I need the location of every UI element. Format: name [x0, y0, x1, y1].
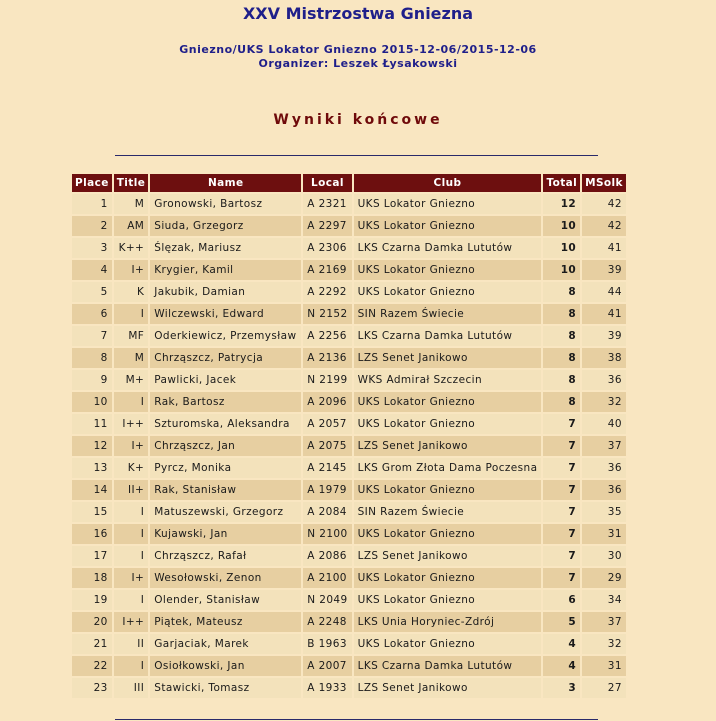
cell-place: 1 [72, 194, 112, 214]
cell-rating: A 2248 [303, 612, 351, 632]
cell-rating: A 2136 [303, 348, 351, 368]
cell-club: WKS Admirał Szczecin [354, 370, 542, 390]
cell-total: 8 [543, 348, 580, 368]
cell-club: UKS Lokator Gniezno [354, 216, 542, 236]
cell-total: 10 [543, 260, 580, 280]
cell-place: 23 [72, 678, 112, 698]
col-header-msolk: MSolk [582, 174, 626, 192]
cell-rating: A 1979 [303, 480, 351, 500]
cell-place: 3 [72, 238, 112, 258]
col-header-local: Local [303, 174, 351, 192]
cell-title: I [114, 656, 149, 676]
bottom-divider [115, 719, 598, 720]
cell-msolk: 30 [582, 546, 626, 566]
top-divider [115, 155, 598, 156]
cell-title: AM [114, 216, 149, 236]
cell-club: LKS Unia Horyniec-Zdrój [354, 612, 542, 632]
cell-msolk: 27 [582, 678, 626, 698]
cell-total: 8 [543, 392, 580, 412]
cell-title: I+ [114, 568, 149, 588]
table-row [72, 370, 626, 390]
cell-rating: A 2007 [303, 656, 351, 676]
cell-place: 12 [72, 436, 112, 456]
cell-total: 7 [543, 414, 580, 434]
cell-player-name[interactable]: Chrząszcz, Patrycja [150, 348, 301, 368]
col-header-total: Total [543, 174, 580, 192]
cell-place: 4 [72, 260, 112, 280]
col-header-club: Club [354, 174, 542, 192]
cell-title: I+ [114, 260, 149, 280]
cell-player-name[interactable]: Rak, Bartosz [150, 392, 301, 412]
cell-club: LKS Czarna Damka Lututów [354, 326, 542, 346]
cell-title: K [114, 282, 149, 302]
cell-total: 10 [543, 238, 580, 258]
cell-total: 7 [543, 502, 580, 522]
cell-msolk: 32 [582, 634, 626, 654]
cell-msolk: 42 [582, 194, 626, 214]
page-title: XXV Mistrzostwa Gniezna [242, 4, 474, 23]
cell-place: 6 [72, 304, 112, 324]
cell-title: I++ [114, 414, 149, 434]
cell-player-name[interactable]: Stawicki, Tomasz [150, 678, 301, 698]
cell-total: 8 [543, 282, 580, 302]
cell-player-name[interactable]: Szturomska, Aleksandra [150, 414, 301, 434]
results-table [70, 172, 628, 700]
cell-rating: A 2075 [303, 436, 351, 456]
cell-place: 13 [72, 458, 112, 478]
cell-total: 6 [543, 590, 580, 610]
cell-rating: A 2297 [303, 216, 351, 236]
cell-place: 5 [72, 282, 112, 302]
cell-msolk: 37 [582, 612, 626, 632]
cell-player-name[interactable]: Pawlicki, Jacek [150, 370, 301, 390]
tournament-venue-dates: Gniezno/UKS Lokator Gniezno 2015-12-06/2015-12-06 [179, 43, 537, 56]
tournament-organizer: Organizer: Leszek Łysakowski [258, 57, 458, 70]
cell-msolk: 41 [582, 304, 626, 324]
cell-club: UKS Lokator Gniezno [354, 480, 542, 500]
cell-place: 16 [72, 524, 112, 544]
cell-title: III [114, 678, 149, 698]
results-body [72, 194, 626, 698]
cell-total: 3 [543, 678, 580, 698]
cell-place: 8 [72, 348, 112, 368]
cell-player-name[interactable]: Siuda, Grzegorz [150, 216, 301, 236]
cell-rating: N 2100 [303, 524, 351, 544]
table-row [72, 612, 626, 632]
table-row [72, 480, 626, 500]
cell-player-name[interactable]: Olender, Stanisław [150, 590, 301, 610]
cell-rating: A 2096 [303, 392, 351, 412]
cell-club: LZS Senet Janikowo [354, 348, 542, 368]
cell-title: I [114, 524, 149, 544]
cell-title: I [114, 546, 149, 566]
cell-total: 7 [543, 524, 580, 544]
cell-msolk: 36 [582, 458, 626, 478]
cell-msolk: 44 [582, 282, 626, 302]
cell-title: I+ [114, 436, 149, 456]
table-row [72, 304, 626, 324]
table-row [72, 568, 626, 588]
cell-place: 15 [72, 502, 112, 522]
cell-player-name[interactable]: Krygier, Kamil [150, 260, 301, 280]
cell-total: 8 [543, 326, 580, 346]
cell-title: II+ [114, 480, 149, 500]
cell-title: M [114, 348, 149, 368]
table-row [72, 634, 626, 654]
cell-player-name[interactable]: Rak, Stanisław [150, 480, 301, 500]
cell-title: I++ [114, 612, 149, 632]
cell-player-name[interactable]: Kujawski, Jan [150, 524, 301, 544]
cell-msolk: 29 [582, 568, 626, 588]
cell-place: 21 [72, 634, 112, 654]
table-row [72, 414, 626, 434]
cell-rating: A 2169 [303, 260, 351, 280]
cell-club: UKS Lokator Gniezno [354, 282, 542, 302]
cell-rating: A 2084 [303, 502, 351, 522]
cell-total: 7 [543, 480, 580, 500]
cell-club: UKS Lokator Gniezno [354, 414, 542, 434]
cell-rating: N 2199 [303, 370, 351, 390]
cell-msolk: 38 [582, 348, 626, 368]
cell-player-name[interactable]: Chrząszcz, Jan [150, 436, 301, 456]
cell-club: UKS Lokator Gniezno [354, 392, 542, 412]
cell-club: UKS Lokator Gniezno [354, 590, 542, 610]
table-row [72, 238, 626, 258]
cell-title: K+ [114, 458, 149, 478]
table-row [72, 392, 626, 412]
cell-player-name[interactable]: Wesołowski, Zenon [150, 568, 301, 588]
cell-rating: N 2049 [303, 590, 351, 610]
table-row [72, 260, 626, 280]
cell-msolk: 37 [582, 436, 626, 456]
cell-rating: A 2292 [303, 282, 351, 302]
cell-club: LKS Czarna Damka Lututów [354, 238, 542, 258]
cell-player-name[interactable]: Gronowski, Bartosz [150, 194, 301, 214]
table-row [72, 524, 626, 544]
cell-player-name[interactable]: Piątek, Mateusz [150, 612, 301, 632]
cell-club: SIN Razem Świecie [354, 502, 542, 522]
cell-msolk: 39 [582, 326, 626, 346]
cell-place: 11 [72, 414, 112, 434]
cell-place: 18 [72, 568, 112, 588]
cell-place: 22 [72, 656, 112, 676]
cell-title: M+ [114, 370, 149, 390]
cell-club: UKS Lokator Gniezno [354, 524, 542, 544]
cell-club: LZS Senet Janikowo [354, 436, 542, 456]
cell-rating: A 2306 [303, 238, 351, 258]
cell-title: MF [114, 326, 149, 346]
cell-total: 4 [543, 634, 580, 654]
col-header-title: Title [114, 174, 149, 192]
cell-place: 10 [72, 392, 112, 412]
table-row [72, 546, 626, 566]
cell-club: UKS Lokator Gniezno [354, 194, 542, 214]
cell-rating: A 2086 [303, 546, 351, 566]
cell-msolk: 39 [582, 260, 626, 280]
cell-total: 7 [543, 568, 580, 588]
table-row [72, 590, 626, 610]
cell-player-name[interactable]: Ślęzak, Mariusz [150, 238, 301, 258]
cell-club: LKS Czarna Damka Lututów [354, 656, 542, 676]
col-header-place: Place [72, 174, 112, 192]
cell-rating: B 1963 [303, 634, 351, 654]
table-row [72, 326, 626, 346]
cell-club: LZS Senet Janikowo [354, 678, 542, 698]
table-row [72, 348, 626, 368]
col-header-name: Name [150, 174, 301, 192]
cell-title: I [114, 590, 149, 610]
cell-total: 7 [543, 436, 580, 456]
cell-title: II [114, 634, 149, 654]
cell-place: 7 [72, 326, 112, 346]
cell-rating: A 1933 [303, 678, 351, 698]
cell-total: 7 [543, 546, 580, 566]
cell-player-name[interactable]: Wilczewski, Edward [150, 304, 301, 324]
cell-club: LZS Senet Janikowo [354, 546, 542, 566]
table-row [72, 656, 626, 676]
cell-place: 20 [72, 612, 112, 632]
cell-msolk: 36 [582, 480, 626, 500]
table-row [72, 436, 626, 456]
section-title: Wyniki końcowe [273, 112, 443, 128]
table-row [72, 458, 626, 478]
cell-msolk: 35 [582, 502, 626, 522]
table-row [72, 194, 626, 214]
cell-place: 17 [72, 546, 112, 566]
cell-title: I [114, 304, 149, 324]
cell-total: 10 [543, 216, 580, 236]
table-row [72, 678, 626, 698]
table-row [72, 216, 626, 236]
cell-player-name[interactable]: Osiołkowski, Jan [150, 656, 301, 676]
table-row [72, 282, 626, 302]
cell-club: UKS Lokator Gniezno [354, 260, 542, 280]
cell-place: 2 [72, 216, 112, 236]
cell-total: 5 [543, 612, 580, 632]
cell-total: 8 [543, 304, 580, 324]
cell-rating: A 2145 [303, 458, 351, 478]
cell-player-name[interactable]: Oderkiewicz, Przemysław [150, 326, 301, 346]
cell-title: I [114, 502, 149, 522]
cell-player-name[interactable]: Matuszewski, Grzegorz [150, 502, 301, 522]
cell-player-name[interactable]: Garjaciak, Marek [150, 634, 301, 654]
cell-msolk: 31 [582, 656, 626, 676]
cell-place: 14 [72, 480, 112, 500]
cell-title: M [114, 194, 149, 214]
cell-rating: A 2256 [303, 326, 351, 346]
cell-player-name[interactable]: Jakubik, Damian [150, 282, 301, 302]
cell-msolk: 34 [582, 590, 626, 610]
cell-rating: A 2321 [303, 194, 351, 214]
cell-place: 9 [72, 370, 112, 390]
cell-player-name[interactable]: Chrząszcz, Rafał [150, 546, 301, 566]
cell-rating: A 2100 [303, 568, 351, 588]
cell-rating: N 2152 [303, 304, 351, 324]
cell-msolk: 32 [582, 392, 626, 412]
cell-club: SIN Razem Świecie [354, 304, 542, 324]
header-row [72, 174, 626, 192]
cell-msolk: 42 [582, 216, 626, 236]
cell-total: 7 [543, 458, 580, 478]
cell-total: 4 [543, 656, 580, 676]
cell-club: LKS Grom Złota Dama Poczesna [354, 458, 542, 478]
cell-total: 8 [543, 370, 580, 390]
cell-rating: A 2057 [303, 414, 351, 434]
cell-total: 12 [543, 194, 580, 214]
cell-msolk: 41 [582, 238, 626, 258]
cell-club: UKS Lokator Gniezno [354, 568, 542, 588]
cell-msolk: 40 [582, 414, 626, 434]
cell-msolk: 31 [582, 524, 626, 544]
cell-title: K++ [114, 238, 149, 258]
cell-place: 19 [72, 590, 112, 610]
table-row [72, 502, 626, 522]
cell-club: UKS Lokator Gniezno [354, 634, 542, 654]
cell-player-name[interactable]: Pyrcz, Monika [150, 458, 301, 478]
cell-msolk: 36 [582, 370, 626, 390]
cell-title: I [114, 392, 149, 412]
